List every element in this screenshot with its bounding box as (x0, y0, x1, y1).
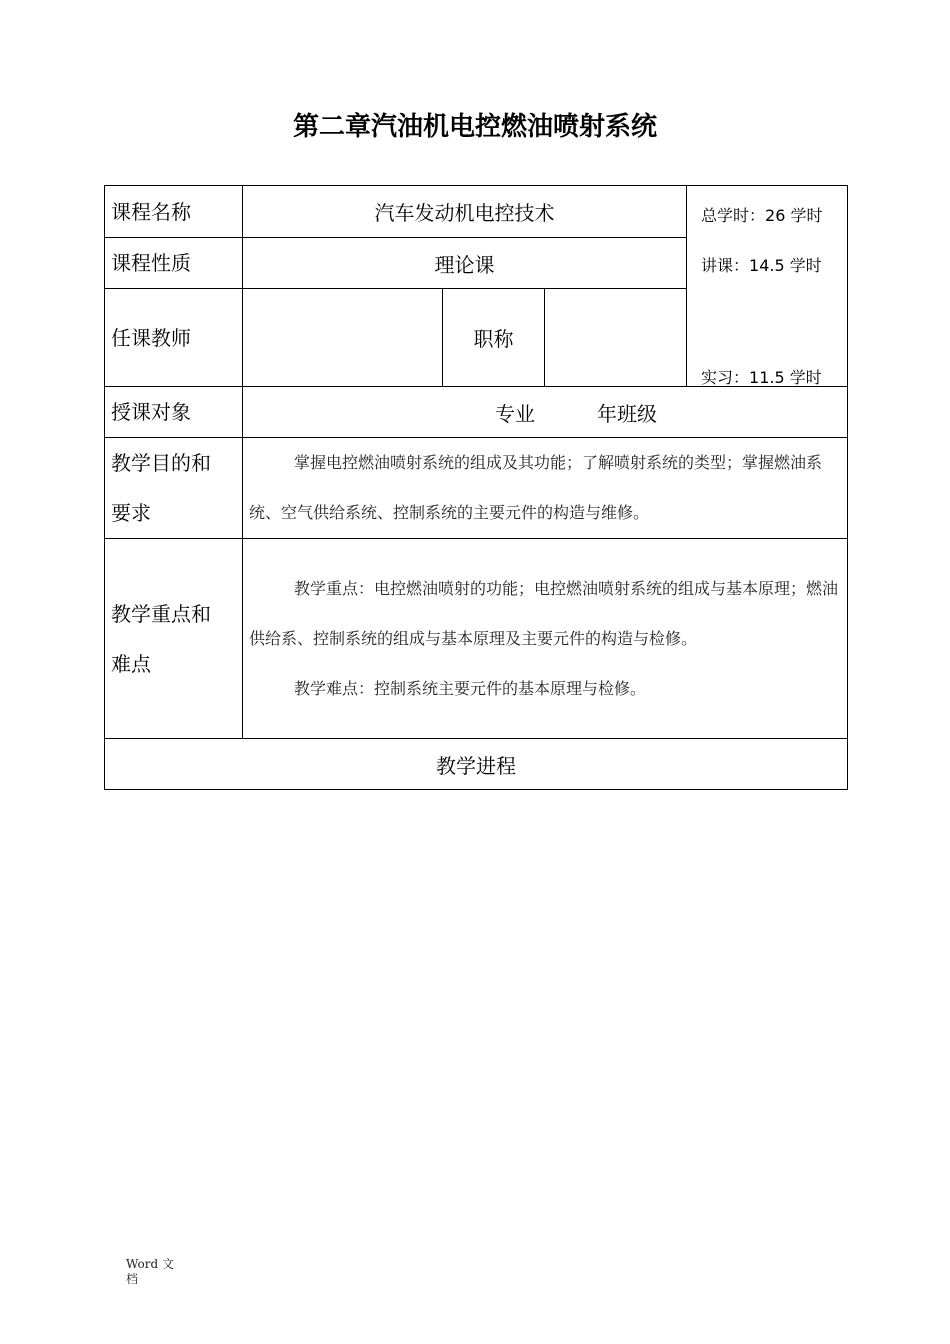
teaching-progress-heading: 教学进程 (105, 739, 848, 790)
keypoints-label (105, 539, 243, 739)
keypoints-label-line1: 教学重点和 (111, 601, 211, 626)
course-type-value: 理论课 (243, 238, 687, 289)
objective-text (243, 438, 848, 539)
course-name-value: 汽车发动机电控技术 (243, 186, 687, 238)
total-hours: 总学时：26 学时 (701, 206, 823, 225)
lecture-hours: 讲课：14.5 学时 (701, 256, 822, 275)
audience-label: 授课对象 (105, 387, 243, 438)
course-name-label: 课程名称 (105, 186, 243, 238)
page-footer (126, 1257, 176, 1287)
course-type-label: 课程性质 (105, 238, 243, 289)
keypoints-text (243, 539, 848, 739)
keypoints-label-line2: 难点 (111, 651, 151, 676)
teacher-value (243, 289, 443, 387)
job-title-value (545, 289, 687, 387)
audience-major: 专业 (495, 401, 535, 426)
job-title-label: 职称 (443, 289, 545, 387)
objective-paragraph: 掌握电控燃油喷射系统的组成及其功能；了解喷射系统的类型；掌握燃油系统、空气供给系统、控制系统的主要元件的构造与维修。 (249, 453, 823, 522)
hours-cell (687, 186, 848, 387)
objective-label-line2: 要求 (111, 501, 151, 525)
keypoints-difficulty: 教学难点：控制系统主要元件的基本原理与检修。 (294, 678, 647, 698)
practice-hours: 实习：11.5 学时 (701, 368, 822, 387)
footer-line1: Word 文 (126, 1257, 174, 1271)
document-title: 第二章汽油机电控燃油喷射系统 (292, 112, 657, 142)
objective-label (105, 438, 243, 539)
objective-label-line1: 教学目的和 (111, 451, 211, 475)
lesson-plan-table (104, 185, 848, 790)
audience-value (243, 387, 848, 438)
teacher-label: 任课教师 (105, 289, 243, 387)
audience-class: 年班级 (597, 401, 657, 426)
footer-line2: 档 (126, 1272, 139, 1286)
keypoints-focus: 教学重点：电控燃油喷射的功能；电控燃油喷射系统的组成与基本原理；燃油供给系、控制系统的组成与基本原理及主要元件的构造与检修。 (249, 578, 839, 648)
